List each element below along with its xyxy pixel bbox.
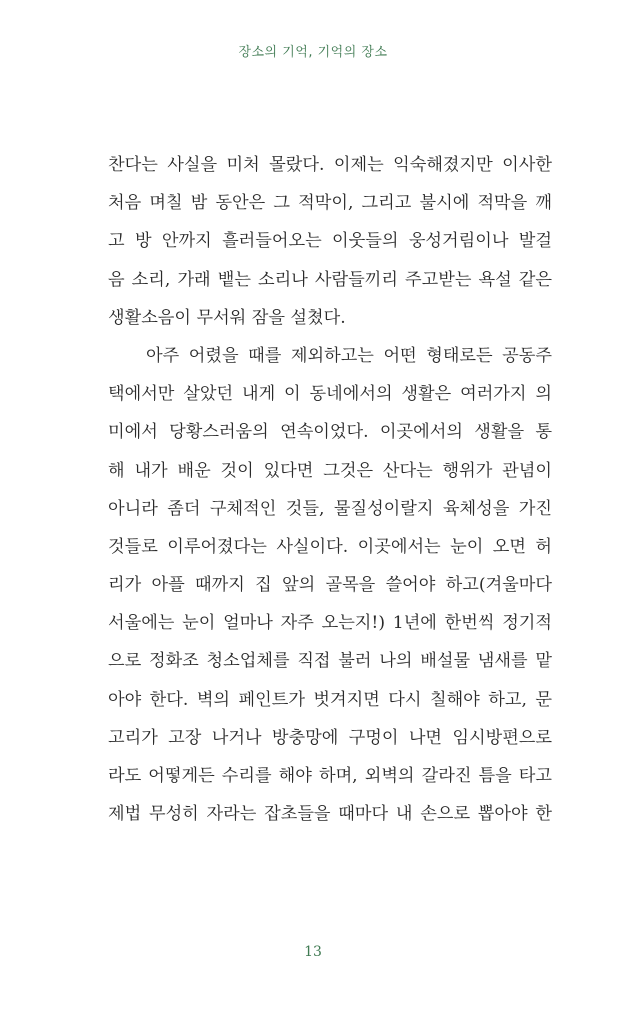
paragraph-first-line: 아주 어렸을 때를 제외하고는 어떤 형태로든 공동주	[146, 345, 552, 366]
text-line: 고 방 안까지 흘러들어오는 이웃들의 웅성거림이나 발걸	[108, 231, 552, 252]
text-line: 아니라 좀더 구체적인 것들, 물질성이랄지 육체성을 가진	[108, 498, 552, 519]
running-head-title: 장소의 기억, 기억의 장소	[238, 45, 388, 60]
text-line: 아야 한다. 벽의 페인트가 벗겨지면 다시 칠해야 하고, 문	[108, 689, 552, 710]
body-text	[108, 146, 552, 833]
text-line: 제법 무성히 자라는 잡초들을 때마다 내 손으로 뽑아야 한	[108, 804, 552, 825]
text-line: 처음 며칠 밤 동안은 그 적막이, 그리고 불시에 적막을 깨	[108, 193, 552, 214]
text-line: 찬다는 사실을 미처 몰랐다. 이제는 익숙해졌지만 이사한	[108, 155, 552, 175]
text-line: 라도 어떻게든 수리를 해야 하며, 외벽의 갈라진 틈을 타고	[108, 766, 552, 786]
text-line: 미에서 당황스러움의 연속이었다. 이곳에서의 생활을 통	[108, 422, 552, 443]
text-line: 택에서만 살았던 내게 이 동네에서의 생활은 여러가지 의	[108, 384, 552, 405]
text-line: 생활소음이 무서워 잠을 설쳤다.	[108, 307, 346, 328]
text-line: 으로 정화조 청소업체를 직접 불러 나의 배설물 냄새를 맡	[108, 651, 552, 672]
page-number: 13	[304, 944, 322, 960]
text-line: 해 내가 배운 것이 있다면 그것은 산다는 행위가 관념이	[108, 460, 552, 481]
text-line: 서울에는 눈이 얼마나 자주 오는지!) 1년에 한번씩 정기적	[108, 613, 552, 634]
text-line: 음 소리, 가래 뱉는 소리나 사람들끼리 주고받는 욕설 같은	[108, 269, 552, 290]
text-line: 고리가 고장 나거나 방충망에 구멍이 나면 임시방편으로	[108, 727, 552, 748]
text-line: 리가 아플 때까지 집 앞의 골목을 쓸어야 하고(겨울마다	[108, 575, 552, 596]
text-line: 것들로 이루어졌다는 사실이다. 이곳에서는 눈이 오면 허	[108, 536, 552, 557]
